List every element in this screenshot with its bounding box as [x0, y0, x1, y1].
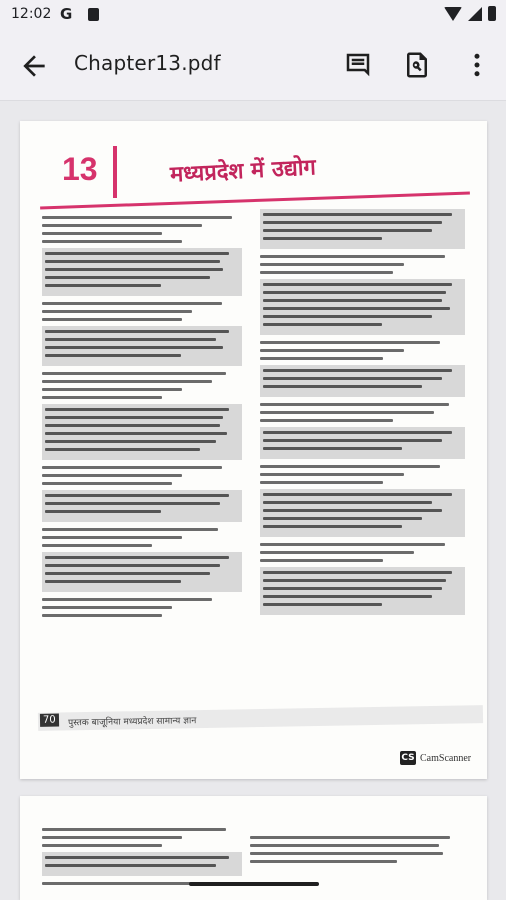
camscanner-logo-icon: CS: [401, 753, 415, 763]
google-icon: G: [60, 5, 73, 23]
status-time: 12:02: [11, 6, 52, 22]
find-in-page-icon: [402, 50, 432, 80]
pdf-page-1[interactable]: [20, 121, 487, 779]
status-bar: [0, 0, 506, 30]
chapter-number: 13: [62, 151, 98, 187]
page-number: 70: [40, 714, 59, 727]
more-options-button[interactable]: [462, 50, 492, 80]
document-title: Chapter13.pdf: [74, 51, 221, 75]
status-icons: [444, 6, 496, 21]
camscanner-label: CamScanner: [420, 753, 472, 764]
document-notification-icon: [88, 8, 99, 21]
scanned-text-right: [260, 209, 465, 621]
back-button[interactable]: [18, 50, 50, 82]
signal-icon: [468, 7, 482, 21]
chapter-rule: [40, 191, 470, 209]
footer-text: पुस्तक बाजूनिया मध्यप्रदेश सामान्य ज्ञान: [67, 716, 197, 729]
wifi-icon: [444, 7, 462, 21]
find-in-document-button[interactable]: [402, 50, 432, 80]
chapter-divider: [113, 146, 117, 198]
scanned-text-left: [42, 216, 242, 622]
comments-button[interactable]: [343, 50, 373, 80]
battery-icon: [488, 6, 496, 21]
gesture-navigation-handle[interactable]: [189, 882, 319, 886]
back-arrow-icon: [18, 50, 50, 82]
more-vert-icon: [462, 50, 492, 80]
chapter-title: मध्यप्रदेश में उद्योग: [169, 155, 317, 188]
app-bar: [0, 30, 506, 101]
scanned-text-page2-left: [42, 828, 242, 890]
page-footer: [38, 705, 483, 731]
scanned-text-page2-right: [250, 836, 460, 868]
comment-icon: [343, 50, 373, 80]
